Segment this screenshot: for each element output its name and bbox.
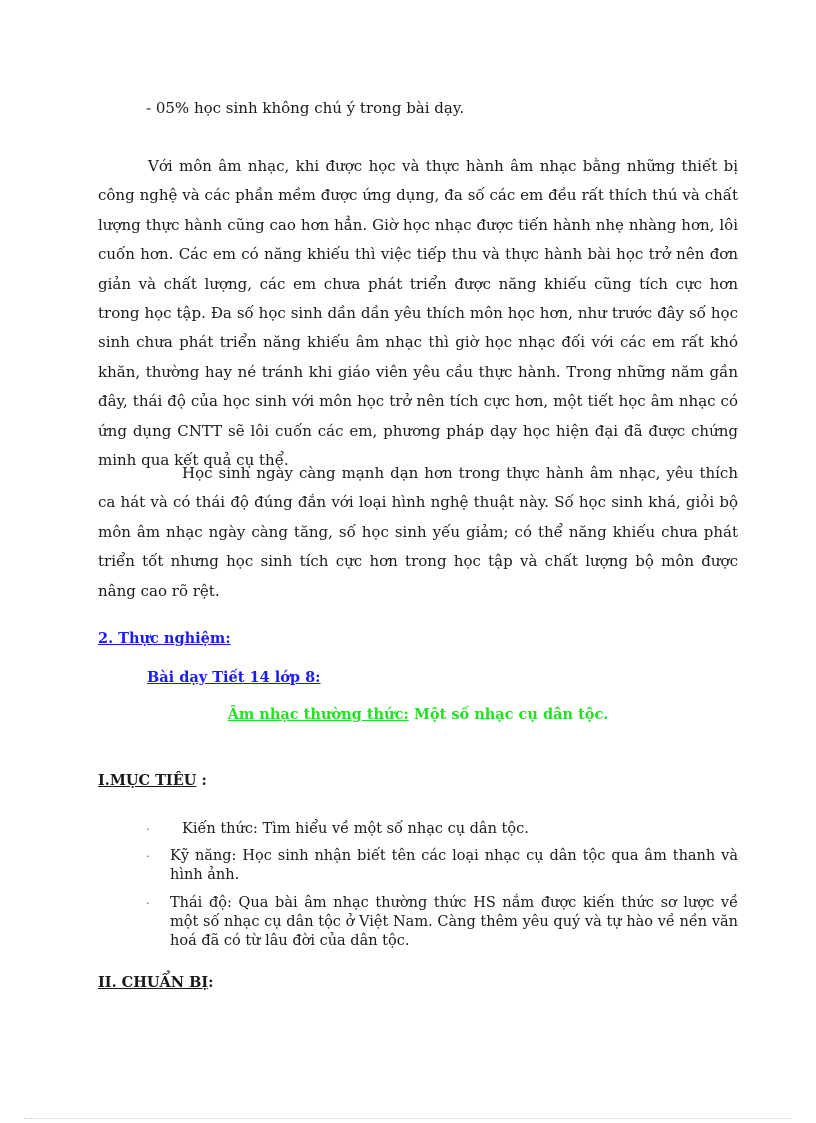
topic-heading: [98, 706, 738, 723]
section-heading-thuc-nghiem: 2. Thực nghiệm:: [98, 630, 231, 647]
list-item-text: Kiến thức: Tìm hiểu về một số nhạc cụ dân tộc.: [182, 821, 529, 837]
muc-tieu-label: I.MỤC TIÊU: [98, 772, 197, 789]
section-heading-chuan-bi: [98, 974, 214, 991]
bullet-icon: ·: [146, 897, 150, 910]
muc-tieu-colon: :: [196, 772, 207, 789]
list-item: [146, 820, 738, 840]
list-item-text: Kỹ năng: Học sinh nhận biết tên các loại nhạc cụ dân tộc qua âm thanh và hình ảnh.: [170, 848, 738, 883]
bullet-icon: ·: [146, 850, 150, 863]
paragraph-1: Với môn âm nhạc, khi được học và thực hành âm nhạc bằng những thiết bị công nghệ và các phần mềm được ứng dụng, đa số các em đều rất thích thú và chất lượng thực hành cũng cao hơn hẳn. Giờ học nhạc được tiến hành nhẹ nhàng hơn, lôi cuốn hơn. Các em có năng khiếu thì việc tiếp thu và thực hành bài học trở nên đơn giản và chất lượng, các em chưa phát triển được năng khiếu cũng tích cực hơn trong học tập. Đa số học sinh dần dần yêu thích môn học hơn, như trước đây số học sinh chưa phát triển năng khiếu âm nhạc thì giờ học nhạc đối với các em rất khó khăn, thường hay né tránh khi giáo viên yêu cầu thực hành. Trong những năm gần đây, thái độ của học sinh với môn học trở nên tích cực hơn, một tiết học âm nhạc có ứng dụng CNTT sẽ lôi cuốn các em, phương pháp dạy học hiện đại đã được chứng minh qua kết quả cụ thể.: [98, 157, 738, 470]
list-item-text: Thái độ: Qua bài âm nhạc thường thức HS nắm được kiến thức sơ lược về một số nhạc cụ dân tộc ở Việt Nam. Càng thêm yêu quý và tự hào về nền văn hoá đã có từ lâu đời của dân tộc.: [170, 895, 738, 949]
chuan-bi-label: II. CHUẨN BỊ: [98, 974, 209, 991]
bullet-icon: ·: [146, 823, 150, 836]
page-bottom-divider: [24, 1118, 792, 1119]
list-item: [146, 847, 738, 887]
chuan-bi-colon: :: [208, 974, 214, 991]
lesson-heading: Bài dạy Tiết 14 lớp 8:: [147, 669, 321, 686]
stat-line: - 05% học sinh không chú ý trong bài dạy.: [146, 99, 465, 117]
topic-label: Âm nhạc thường thức:: [227, 706, 409, 723]
list-item: [146, 894, 738, 954]
topic-title: Một số nhạc cụ dân tộc.: [408, 706, 609, 723]
paragraph-2: Học sinh ngày càng mạnh dạn hơn trong thực hành âm nhạc, yêu thích ca hát và có thái độ đúng đắn với loại hình nghệ thuật này. Số học sinh khá, giỏi bộ môn âm nhạc ngày càng tăng, số học sinh yếu giảm; có thể năng khiếu chưa phát triển tốt nhưng học sinh tích cực hơn trong học tập và chất lượng bộ môn được nâng cao rõ rệt.: [98, 464, 738, 600]
section-heading-muc-tieu: [98, 772, 207, 789]
